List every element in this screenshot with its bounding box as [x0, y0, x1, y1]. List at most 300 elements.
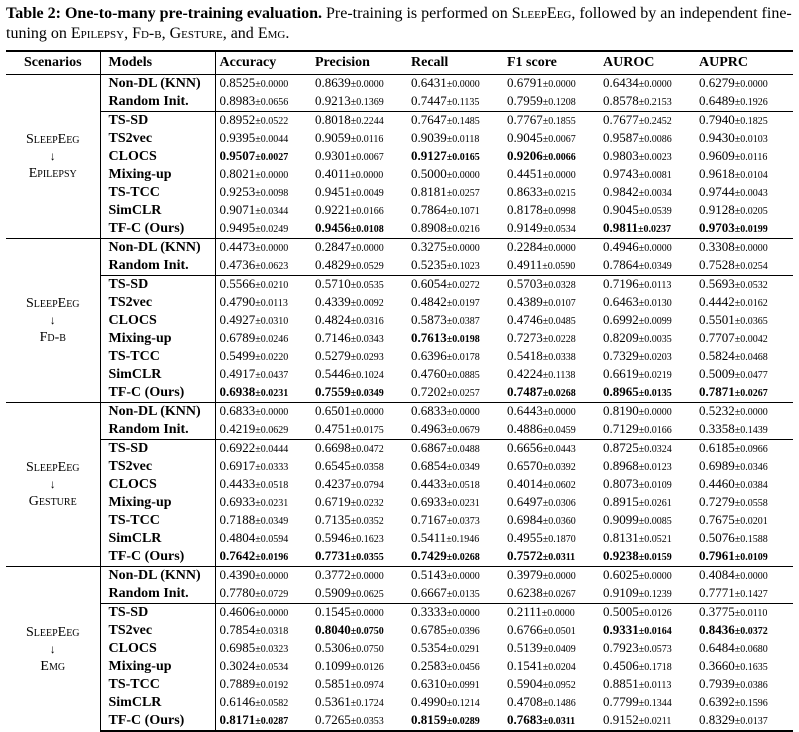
metric-cell [407, 130, 503, 148]
metric-mean: 0.5143 [411, 567, 447, 582]
metric-cell [407, 239, 503, 258]
metric-std: ±0.0000 [350, 79, 384, 90]
metric-cell [311, 220, 407, 239]
metric-std: ±0.0000 [255, 571, 289, 582]
metric-mean: 0.7923 [603, 640, 639, 655]
model-name: Non-DL (KNN) [100, 567, 215, 586]
metric-cell [695, 312, 793, 330]
metric-mean: 0.4917 [219, 366, 256, 381]
metric-mean: 0.7146 [315, 330, 351, 345]
metric-std: ±0.1071 [446, 206, 480, 217]
model-name: Non-DL (KNN) [100, 239, 215, 258]
caption-source: SleepEeg [511, 5, 572, 22]
metric-cell [215, 512, 311, 530]
caption-text: . [285, 25, 290, 42]
metric-mean: 0.5693 [699, 276, 735, 291]
model-name: SimCLR [100, 202, 215, 220]
metric-std: ±0.0373 [446, 516, 480, 527]
metric-mean: 0.4708 [507, 694, 543, 709]
model-name: CLOCS [100, 312, 215, 330]
metric-mean: 0.4237 [315, 476, 351, 491]
metric-cell [503, 512, 599, 530]
metric-cell [215, 384, 311, 403]
model-name: TS-SD [100, 112, 215, 131]
metric-std: ±0.0000 [446, 243, 480, 254]
metric-mean: 0.4886 [507, 421, 543, 436]
metric-mean: 0.7642 [219, 548, 256, 563]
metric-mean: 0.4442 [699, 294, 735, 309]
metric-mean: 0.6501 [315, 403, 351, 418]
metric-cell [503, 130, 599, 148]
metric-cell [503, 330, 599, 348]
metric-cell [407, 476, 503, 494]
metric-mean: 0.6025 [603, 567, 639, 582]
metric-cell [407, 294, 503, 312]
metric-cell [599, 585, 695, 604]
metric-std: ±0.0130 [638, 298, 672, 309]
metric-std: ±0.0216 [446, 224, 480, 235]
metric-cell [695, 530, 793, 548]
metric-cell [599, 348, 695, 366]
metric-cell [503, 93, 599, 112]
metric-cell [311, 604, 407, 623]
metric-cell [695, 75, 793, 94]
metric-cell [407, 512, 503, 530]
model-name: SimCLR [100, 530, 215, 548]
metric-mean: 0.7129 [603, 421, 639, 436]
metric-cell [599, 130, 695, 148]
metric-cell [215, 239, 311, 258]
metric-std: ±0.0535 [350, 280, 384, 291]
metric-cell [311, 676, 407, 694]
metric-std: ±0.0998 [542, 206, 576, 217]
model-name: CLOCS [100, 148, 215, 166]
metric-std: ±0.0220 [255, 352, 289, 363]
metric-std: ±0.0159 [638, 552, 672, 563]
metric-mean: 0.7959 [507, 93, 543, 108]
table-row [6, 712, 793, 731]
table-row [6, 604, 793, 623]
metric-std: ±0.0794 [350, 480, 384, 491]
metric-mean: 0.9456 [315, 220, 351, 235]
metric-mean: 0.6434 [603, 75, 639, 90]
metric-std: ±0.0534 [255, 662, 289, 673]
metric-mean: 0.8436 [699, 622, 735, 637]
metric-mean: 0.1099 [315, 658, 351, 673]
metric-cell [407, 604, 503, 623]
metric-cell [695, 239, 793, 258]
table-row [6, 622, 793, 640]
metric-cell [215, 458, 311, 476]
metric-cell [311, 458, 407, 476]
metric-cell [407, 366, 503, 384]
metric-mean: 0.7961 [699, 548, 735, 563]
metric-std: ±0.0602 [542, 480, 576, 491]
metric-mean: 0.4084 [699, 567, 735, 582]
metric-std: ±0.0199 [734, 224, 768, 235]
metric-cell [695, 476, 793, 494]
metric-std: ±0.0103 [734, 134, 768, 145]
header-auroc: AUROC [599, 51, 695, 75]
metric-std: ±0.0000 [638, 243, 672, 254]
metric-cell [503, 585, 599, 604]
metric-mean: 0.4011 [315, 166, 351, 181]
metric-cell [311, 476, 407, 494]
metric-std: ±0.0656 [255, 97, 289, 108]
metric-std: ±0.2452 [638, 116, 672, 127]
metric-std: ±0.0104 [734, 170, 768, 181]
metric-std: ±0.0318 [255, 626, 289, 637]
metric-std: ±0.0098 [255, 188, 289, 199]
metric-cell [503, 604, 599, 623]
table-caption [6, 4, 793, 44]
model-name: Random Init. [100, 585, 215, 604]
metric-mean: 0.6917 [219, 458, 256, 473]
metric-mean: 0.3358 [699, 421, 735, 436]
metric-cell [695, 220, 793, 239]
metric-mean: 0.9213 [315, 93, 351, 108]
model-name: Mixing-up [100, 330, 215, 348]
metric-std: ±0.0352 [350, 516, 384, 527]
metric-cell [599, 330, 695, 348]
metric-mean: 0.5076 [699, 530, 735, 545]
metric-mean: 0.9609 [699, 148, 735, 163]
metric-mean: 0.9253 [219, 184, 256, 199]
metric-mean: 0.7559 [315, 384, 351, 399]
metric-cell [695, 112, 793, 131]
metric-std: ±0.0205 [734, 206, 768, 217]
metric-cell [599, 494, 695, 512]
metric-cell [407, 403, 503, 422]
metric-std: ±0.0518 [446, 480, 480, 491]
metric-cell [311, 202, 407, 220]
metric-std: ±0.0113 [638, 680, 672, 691]
metric-mean: 0.5824 [699, 348, 735, 363]
metric-std: ±0.0246 [255, 334, 289, 345]
metric-cell [407, 220, 503, 239]
metric-mean: 0.4433 [411, 476, 447, 491]
metric-cell [407, 567, 503, 586]
table-row [6, 384, 793, 403]
metric-mean: 0.9803 [603, 148, 639, 163]
metric-cell [695, 93, 793, 112]
metric-mean: 0.6719 [315, 494, 351, 509]
model-name: TS-SD [100, 276, 215, 295]
metric-mean: 0.9149 [507, 220, 543, 235]
metric-cell [215, 622, 311, 640]
metric-mean: 0.6238 [507, 585, 543, 600]
model-name: TS-TCC [100, 512, 215, 530]
metric-std: ±0.0623 [255, 261, 289, 272]
metric-cell [407, 530, 503, 548]
metric-std: ±0.0135 [446, 589, 480, 600]
metric-std: ±0.0042 [734, 334, 768, 345]
metric-cell [599, 366, 695, 384]
metric-mean: 0.6463 [603, 294, 639, 309]
header-models: Models [100, 51, 215, 75]
metric-mean: 0.6833 [219, 403, 256, 418]
scenario-cell [6, 75, 100, 239]
metric-mean: 0.4390 [219, 567, 256, 582]
metric-std: ±0.1946 [446, 534, 480, 545]
metric-mean: 0.8851 [603, 676, 639, 691]
metric-cell [695, 458, 793, 476]
metric-cell [215, 366, 311, 384]
scenario-cell [6, 239, 100, 403]
metric-std: ±0.1369 [350, 97, 384, 108]
table-row [6, 148, 793, 166]
metric-cell [695, 130, 793, 148]
metric-std: ±0.0166 [638, 425, 672, 436]
scenario-target: Fd-b [39, 330, 66, 345]
metric-mean: 0.7279 [699, 494, 735, 509]
metric-mean: 0.1545 [315, 604, 351, 619]
metric-cell [407, 202, 503, 220]
metric-cell [311, 658, 407, 676]
caption-target: Gesture [169, 25, 223, 42]
metric-mean: 0.7487 [507, 384, 543, 399]
metric-std: ±0.0594 [255, 534, 289, 545]
table-row [6, 585, 793, 604]
metric-mean: 0.9495 [219, 220, 256, 235]
metric-std: ±0.0000 [446, 608, 480, 619]
metric-std: ±0.0085 [638, 516, 672, 527]
metric-std: ±0.0991 [446, 680, 480, 691]
metric-mean: 0.8633 [507, 184, 543, 199]
table-row [6, 676, 793, 694]
metric-cell [407, 494, 503, 512]
table-row [6, 548, 793, 567]
metric-cell [311, 585, 407, 604]
metric-cell [503, 421, 599, 440]
metric-cell [215, 348, 311, 366]
metric-mean: 0.6698 [315, 440, 351, 455]
metric-mean: 0.8983 [219, 93, 256, 108]
metric-mean: 0.6619 [603, 366, 639, 381]
metric-mean: 0.7447 [411, 93, 447, 108]
metric-cell [695, 366, 793, 384]
metric-std: ±0.0210 [255, 280, 289, 291]
metric-mean: 0.9430 [699, 130, 735, 145]
metric-cell [407, 622, 503, 640]
model-name: SimCLR [100, 694, 215, 712]
model-name: Mixing-up [100, 494, 215, 512]
table-row [6, 530, 793, 548]
caption-target: Emg [257, 25, 286, 42]
metric-std: ±0.0311 [542, 716, 576, 727]
metric-cell [407, 112, 503, 131]
metric-cell [599, 548, 695, 567]
metric-cell [215, 112, 311, 131]
table-row [6, 202, 793, 220]
metric-mean: 0.8190 [603, 403, 639, 418]
metric-cell [695, 604, 793, 623]
metric-cell [599, 458, 695, 476]
metric-cell [503, 694, 599, 712]
metric-mean: 0.3308 [699, 239, 735, 254]
metric-cell [311, 75, 407, 94]
metric-std: ±0.0521 [638, 534, 672, 545]
metric-std: ±0.0625 [350, 589, 384, 600]
metric-cell [503, 166, 599, 184]
metric-std: ±0.0023 [638, 152, 672, 163]
table-row [6, 276, 793, 295]
metric-std: ±0.0044 [255, 134, 289, 145]
metric-cell [311, 440, 407, 459]
metric-std: ±0.0000 [734, 243, 768, 254]
metric-mean: 0.7572 [507, 548, 543, 563]
metric-cell [599, 421, 695, 440]
caption-text: Pre-training is performed on [322, 5, 512, 22]
metric-std: ±0.0324 [638, 444, 672, 455]
metric-std: ±0.0211 [638, 716, 672, 727]
metric-std: ±0.0000 [350, 571, 384, 582]
table-row [6, 220, 793, 239]
metric-mean: 0.7707 [699, 330, 735, 345]
table-row [6, 421, 793, 440]
metric-mean: 0.6431 [411, 75, 447, 90]
model-name: Non-DL (KNN) [100, 75, 215, 94]
metric-std: ±0.0343 [350, 334, 384, 345]
metric-cell [695, 166, 793, 184]
metric-mean: 0.5005 [603, 604, 639, 619]
table-row [6, 440, 793, 459]
metric-std: ±0.0974 [350, 680, 384, 691]
metric-std: ±0.0201 [734, 516, 768, 527]
caption-text: , and [222, 25, 258, 42]
metric-mean: 0.5306 [315, 640, 351, 655]
metric-cell [503, 312, 599, 330]
metric-mean: 0.4433 [219, 476, 256, 491]
metric-cell [311, 312, 407, 330]
metric-mean: 0.8915 [603, 494, 639, 509]
results-table [6, 50, 793, 732]
metric-std: ±0.0306 [542, 498, 576, 509]
table-row [6, 458, 793, 476]
table-row [6, 512, 793, 530]
metric-std: ±0.0237 [638, 224, 672, 235]
down-arrow-icon: ↓ [49, 641, 56, 656]
metric-std: ±0.0287 [255, 716, 289, 727]
metric-mean: 0.6484 [699, 640, 735, 655]
metric-cell [503, 476, 599, 494]
down-arrow-icon: ↓ [49, 477, 56, 491]
metric-cell [695, 676, 793, 694]
metric-cell [311, 421, 407, 440]
metric-std: ±0.0000 [446, 170, 480, 181]
metric-std: ±0.0582 [255, 698, 289, 709]
down-arrow-icon: ↓ [49, 313, 56, 327]
metric-std: ±0.0437 [255, 370, 289, 381]
metric-std: ±0.0443 [542, 444, 576, 455]
metric-mean: 0.5873 [411, 312, 447, 327]
metric-std: ±0.0000 [255, 608, 289, 619]
metric-std: ±0.0109 [734, 552, 768, 563]
scenario-target: Emg [40, 658, 66, 674]
metric-mean: 0.6854 [411, 458, 447, 473]
metric-std: ±0.0000 [255, 407, 289, 418]
metric-cell [695, 294, 793, 312]
metric-mean: 0.6392 [699, 694, 735, 709]
metric-mean: 0.4224 [507, 366, 543, 381]
metric-std: ±0.0316 [350, 316, 384, 327]
metric-std: ±0.0952 [542, 680, 576, 691]
table-row [6, 93, 793, 112]
metric-cell [215, 276, 311, 295]
model-name: Mixing-up [100, 658, 215, 676]
metric-mean: 0.9301 [315, 148, 351, 163]
metric-std: ±0.1344 [638, 698, 672, 709]
metric-cell [599, 567, 695, 586]
metric-mean: 0.6984 [507, 512, 543, 527]
caption-text: , followed by an independent fine-tuning on [6, 5, 792, 42]
metric-std: ±0.0257 [446, 388, 480, 399]
metric-std: ±0.0310 [255, 316, 289, 327]
metric-mean: 0.9152 [603, 712, 639, 727]
metric-cell [215, 130, 311, 148]
metric-cell [599, 312, 695, 330]
scenario-target: Gesture [28, 494, 77, 509]
metric-mean: 0.5235 [411, 257, 447, 272]
metric-mean: 0.6933 [219, 494, 256, 509]
metric-std: ±0.0501 [542, 626, 576, 637]
metric-mean: 0.3979 [507, 567, 543, 582]
metric-std: ±0.0035 [638, 334, 672, 345]
metric-mean: 0.8639 [315, 75, 351, 90]
header-scenarios: Scenarios [6, 51, 100, 75]
metric-mean: 0.7731 [315, 548, 351, 563]
metric-std: ±0.0000 [734, 79, 768, 90]
metric-std: ±0.1825 [734, 116, 768, 127]
metric-std: ±0.1623 [350, 534, 384, 545]
model-name: TS2vec [100, 130, 215, 148]
scenario-source: SleepEeg [25, 296, 80, 311]
metric-mean: 0.6992 [603, 312, 639, 327]
metric-cell [503, 548, 599, 567]
metric-std: ±0.0113 [255, 298, 288, 309]
metric-cell [407, 712, 503, 731]
metric-mean: 0.9331 [603, 622, 639, 637]
metric-cell [407, 257, 503, 276]
metric-std: ±0.0000 [734, 571, 768, 582]
metric-std: ±0.1718 [638, 662, 672, 673]
metric-std: ±0.0349 [255, 516, 289, 527]
metric-cell [503, 676, 599, 694]
table-row [6, 166, 793, 184]
metric-mean: 0.7528 [699, 257, 735, 272]
metric-std: ±0.0027 [255, 152, 289, 163]
metric-std: ±0.0067 [350, 152, 384, 163]
metric-mean: 0.4790 [219, 294, 256, 309]
metric-cell [599, 166, 695, 184]
metric-cell [599, 676, 695, 694]
metric-cell [503, 75, 599, 94]
model-name: TS-TCC [100, 184, 215, 202]
metric-cell [311, 622, 407, 640]
header-row [6, 51, 793, 75]
metric-cell [599, 658, 695, 676]
metric-cell [695, 548, 793, 567]
metric-std: ±0.0680 [734, 644, 768, 655]
table-row [6, 312, 793, 330]
metric-std: ±0.1023 [446, 261, 480, 272]
metric-cell [503, 148, 599, 166]
metric-std: ±0.0629 [255, 425, 289, 436]
model-name: TS-TCC [100, 348, 215, 366]
metric-std: ±0.0289 [446, 716, 480, 727]
metric-cell [311, 294, 407, 312]
metric-mean: 0.8578 [603, 93, 639, 108]
